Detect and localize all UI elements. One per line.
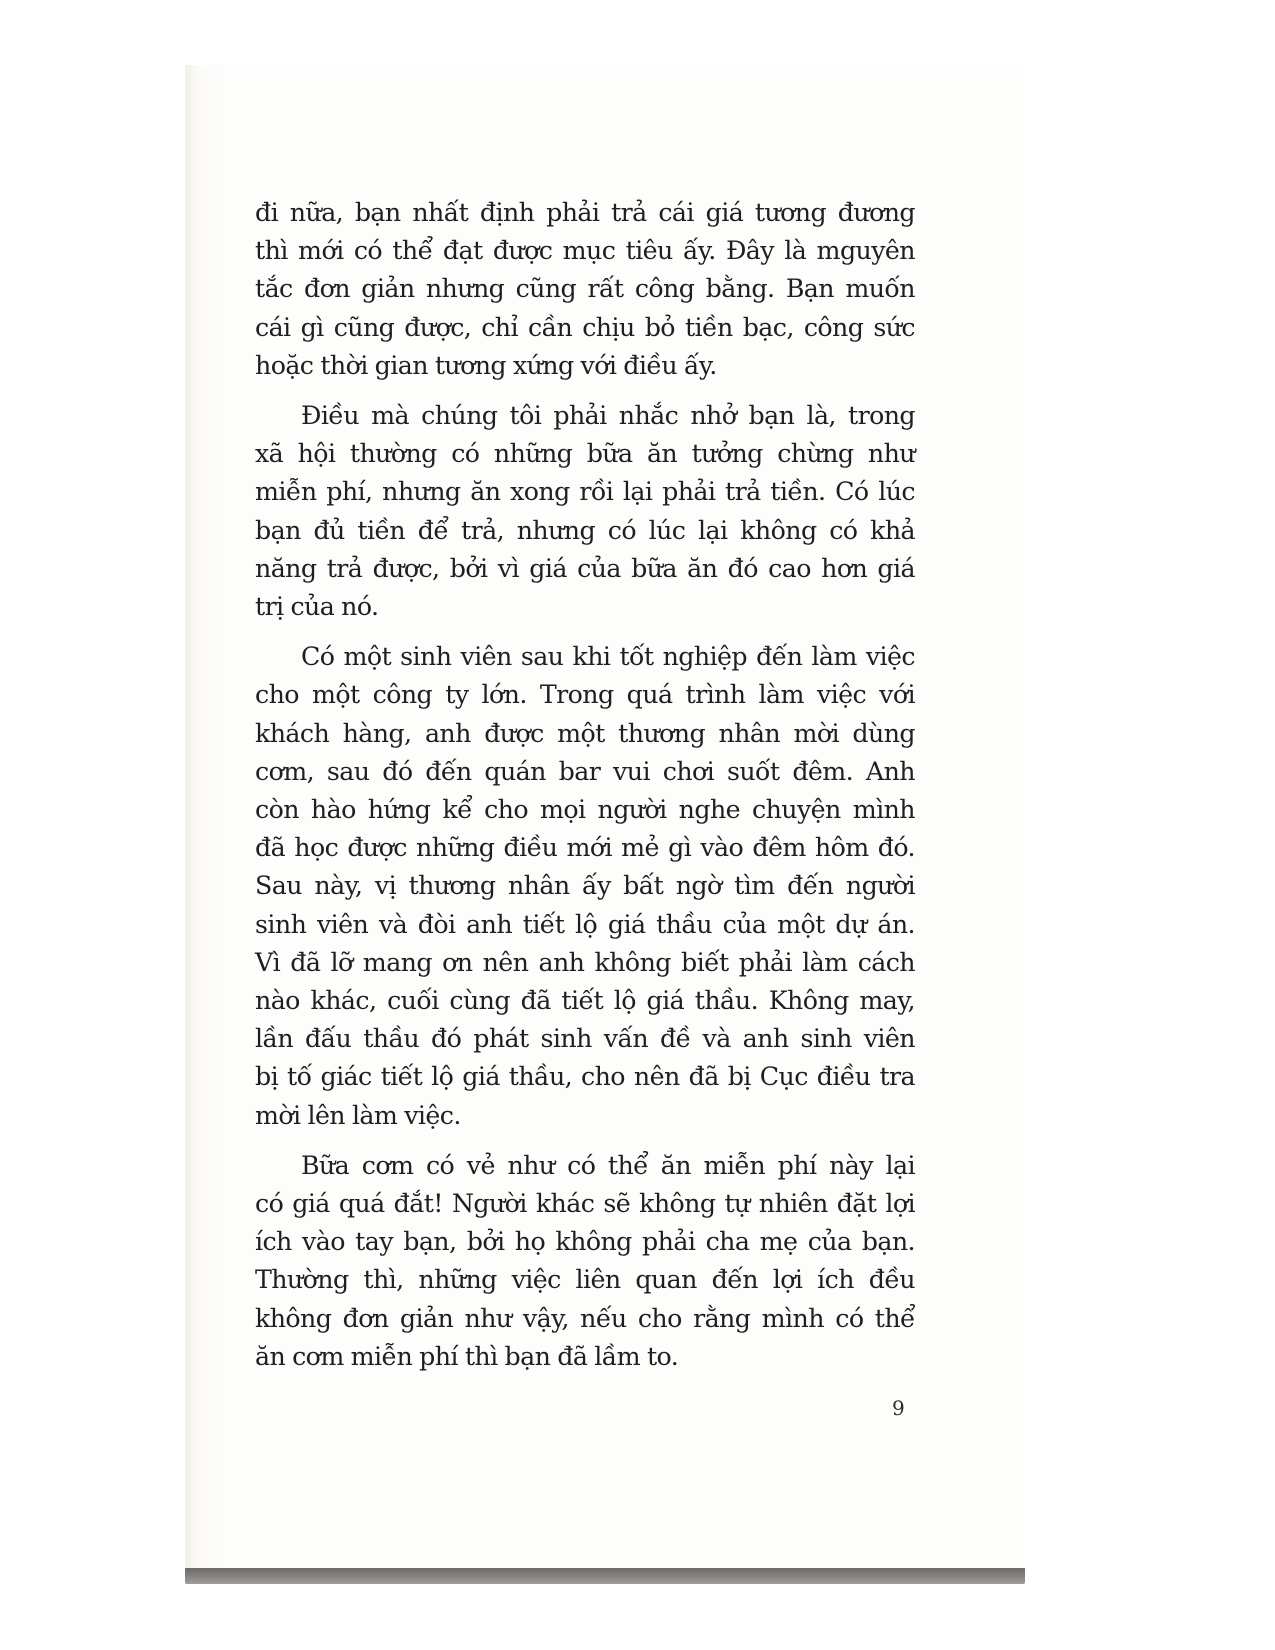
text-line: nào khác, cuối cùng đã tiết lộ giá thầu. Không may, bbox=[255, 986, 915, 1016]
text-line: cơm, sau đó đến quán bar vui chơi suốt đêm. Anh bbox=[255, 756, 915, 786]
text-line: hoặc thời gian tương xứng với điều ấy. bbox=[255, 350, 717, 380]
page-bottom-edge bbox=[185, 1568, 1025, 1584]
text-line: xã hội thường có những bữa ăn tưởng chừng như bbox=[255, 439, 915, 469]
text-line: mời lên làm việc. bbox=[255, 1100, 461, 1130]
text-line: còn hào hứng kể cho mọi người nghe chuyện mình bbox=[255, 795, 915, 825]
text-line: thì mới có thể đạt được mục tiêu ấy. Đây là mguyên bbox=[255, 236, 915, 266]
paragraph bbox=[255, 1147, 915, 1376]
text-line: Thường thì, những việc liên quan đến lợi ích đều bbox=[255, 1265, 915, 1295]
text-line: không đơn giản như vậy, nếu cho rằng mình có thể bbox=[255, 1303, 915, 1333]
text-line: lần đấu thầu đó phát sinh vấn đề và anh sinh viên bbox=[255, 1024, 915, 1054]
text-line: Sau này, vị thương nhân ấy bất ngờ tìm đến người bbox=[255, 871, 915, 901]
text-line: ăn cơm miễn phí thì bạn đã lầm to. bbox=[255, 1341, 679, 1371]
text-line: Điều mà chúng tôi phải nhắc nhở bạn là, trong bbox=[301, 401, 915, 431]
text-line: trị của nó. bbox=[255, 592, 379, 622]
text-line: Có một sinh viên sau khi tốt nghiệp đến làm việc bbox=[301, 642, 915, 672]
paragraph bbox=[255, 194, 915, 385]
text-line: bạn đủ tiền để trả, nhưng có lúc lại không có khả bbox=[255, 515, 915, 545]
text-line: cho một công ty lớn. Trong quá trình làm việc với bbox=[255, 680, 915, 710]
text-line: ích vào tay bạn, bởi họ không phải cha mẹ của bạn. bbox=[255, 1227, 915, 1257]
text-line: khách hàng, anh được một thương nhân mời dùng bbox=[255, 718, 915, 748]
text-line: sinh viên và đòi anh tiết lộ giá thầu của một dự án. bbox=[255, 909, 915, 939]
text-line: bị tố giác tiết lộ giá thầu, cho nên đã bị Cục điều tra bbox=[255, 1062, 915, 1092]
text-line: cái gì cũng được, chỉ cần chịu bỏ tiền bạc, công sức bbox=[255, 312, 915, 342]
text-line: đã học được những điều mới mẻ gì vào đêm hôm đó. bbox=[255, 833, 915, 863]
text-line: tắc đơn giản nhưng cũng rất công bằng. Bạn muốn bbox=[255, 274, 915, 304]
paragraph bbox=[255, 638, 915, 1135]
text-line: miễn phí, nhưng ăn xong rồi lại phải trả tiền. Có lúc bbox=[255, 477, 915, 507]
text-line: Bữa cơm có vẻ như có thể ăn miễn phí này lại bbox=[301, 1150, 915, 1180]
body-text bbox=[255, 194, 915, 1376]
text-line: có giá quá đắt! Người khác sẽ không tự nhiên đặt lợi bbox=[255, 1189, 915, 1219]
text-line: đi nữa, bạn nhất định phải trả cái giá tương đương bbox=[255, 198, 915, 227]
page-number: 9 bbox=[892, 1396, 905, 1420]
paragraph bbox=[255, 397, 915, 626]
text-line: Vì đã lỡ mang ơn nên anh không biết phải làm cách bbox=[255, 947, 915, 977]
text-line: năng trả được, bởi vì giá của bữa ăn đó cao hơn giá bbox=[255, 553, 915, 583]
